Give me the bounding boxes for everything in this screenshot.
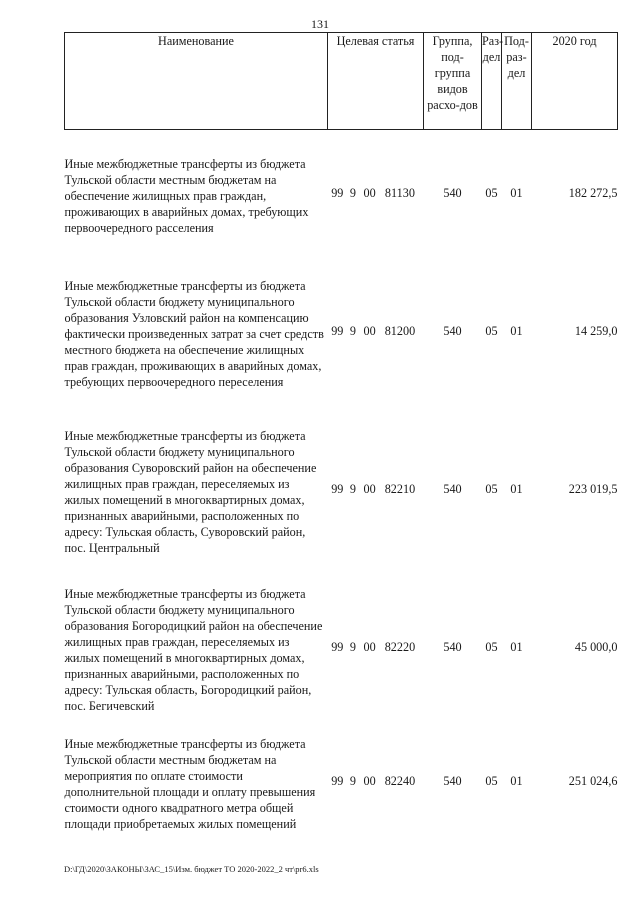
cs-event: 00 xyxy=(363,324,376,338)
cs-direction: 82220 xyxy=(384,640,416,654)
row-target-article xyxy=(328,572,424,722)
budget-table xyxy=(64,32,618,840)
cs-program: 99 xyxy=(331,186,344,200)
row-group: 540 xyxy=(443,482,462,496)
header-subsection: Под-раз-дел xyxy=(502,33,532,130)
row-group: 540 xyxy=(443,774,462,788)
table-row xyxy=(65,406,618,572)
row-section: 05 xyxy=(485,186,498,200)
row-group: 540 xyxy=(443,640,462,654)
row-target-article xyxy=(328,722,424,840)
row-target-article xyxy=(328,256,424,406)
cs-direction: 82240 xyxy=(384,774,416,788)
row-name: Иные межбюджетные трансферты из бюджета Тульской области местным бюджетам на мероприятия по оплате стоимости дополнительной площади и оплату превышения стоимости одного квадратного метра общей площади приобретаемых жилых помещений xyxy=(64,737,316,831)
cs-program: 99 xyxy=(331,324,344,338)
table-row xyxy=(65,572,618,722)
cs-direction: 81130 xyxy=(384,186,415,200)
file-path-footer: D:\ГД\2020\ЗАКОНЫ\ЗАС_15\Изм. бюджет ТО 2020-2022_2 чт\pr6.xls xyxy=(64,864,319,874)
cs-event: 00 xyxy=(363,186,376,200)
row-name: Иные межбюджетные трансферты из бюджета Тульской области бюджету муниципального образования Суворовский район на обеспечение жилищных прав граждан, переселяемых из жилых помещений в многоквартирных домах, признанных аварийными, расположенных по адресу: Тульская область, Суворовский район, пос. Центральный xyxy=(64,429,317,555)
row-section: 05 xyxy=(485,774,498,788)
header-group: Группа, под-группа видов расхо-дов xyxy=(424,33,482,130)
table-row xyxy=(65,256,618,406)
cs-event: 00 xyxy=(363,482,376,496)
table-row xyxy=(65,130,618,257)
header-target-article: Целевая статья xyxy=(328,33,424,130)
cs-direction: 81200 xyxy=(384,324,416,338)
table-header-row xyxy=(65,33,618,130)
row-target-article xyxy=(328,406,424,572)
row-name: Иные межбюджетные трансферты из бюджета Тульской области местным бюджетам на обеспечение жилищных прав граждан, проживающих в аварийных домах, требующих первоочередного расселения xyxy=(64,157,309,235)
cs-subprogram: 9 xyxy=(349,186,356,200)
header-name: Наименование xyxy=(65,33,328,130)
row-group: 540 xyxy=(443,324,462,338)
header-year: 2020 год xyxy=(532,33,618,130)
cs-subprogram: 9 xyxy=(349,482,356,496)
row-subsection: 01 xyxy=(510,186,523,200)
row-section: 05 xyxy=(485,324,498,338)
cs-program: 99 xyxy=(331,482,344,496)
row-amount: 14 259,0 xyxy=(574,324,618,338)
row-section: 05 xyxy=(485,640,498,654)
cs-subprogram: 9 xyxy=(349,324,356,338)
row-subsection: 01 xyxy=(510,774,523,788)
row-name: Иные межбюджетные трансферты из бюджета Тульской области бюджету муниципального образования Богородицкий район на обеспечение жилищных прав граждан, переселяемых из жилых помещений в многоквартирных домах, признанных аварийными, расположенных по адресу: Тульская область, Богородицкий район, пос. Бегичевский xyxy=(64,587,323,713)
row-name: Иные межбюджетные трансферты из бюджета Тульской области бюджету муниципального образования Узловский район на компенсацию фактически произведенных затрат за счет средств местного бюджета на обеспечение жилищных прав граждан, проживающих в аварийных домах, требующих первоочередного переселения xyxy=(64,279,324,389)
row-subsection: 01 xyxy=(510,482,523,496)
cs-program: 99 xyxy=(331,774,344,788)
header-section: Раз-дел xyxy=(482,33,502,130)
cs-subprogram: 9 xyxy=(349,774,356,788)
row-section: 05 xyxy=(485,482,498,496)
row-target-article xyxy=(328,130,424,257)
row-amount: 45 000,0 xyxy=(574,640,618,654)
row-group: 540 xyxy=(443,186,462,200)
page-number: 131 xyxy=(311,17,329,31)
cs-subprogram: 9 xyxy=(349,640,356,654)
cs-program: 99 xyxy=(331,640,344,654)
row-amount: 182 272,5 xyxy=(568,186,618,200)
table-row xyxy=(65,722,618,840)
cs-event: 00 xyxy=(363,774,376,788)
row-subsection: 01 xyxy=(510,640,523,654)
row-amount: 223 019,5 xyxy=(568,482,618,496)
cs-event: 00 xyxy=(363,640,376,654)
cs-direction: 82210 xyxy=(384,482,416,496)
row-subsection: 01 xyxy=(510,324,523,338)
row-amount: 251 024,6 xyxy=(568,774,618,788)
